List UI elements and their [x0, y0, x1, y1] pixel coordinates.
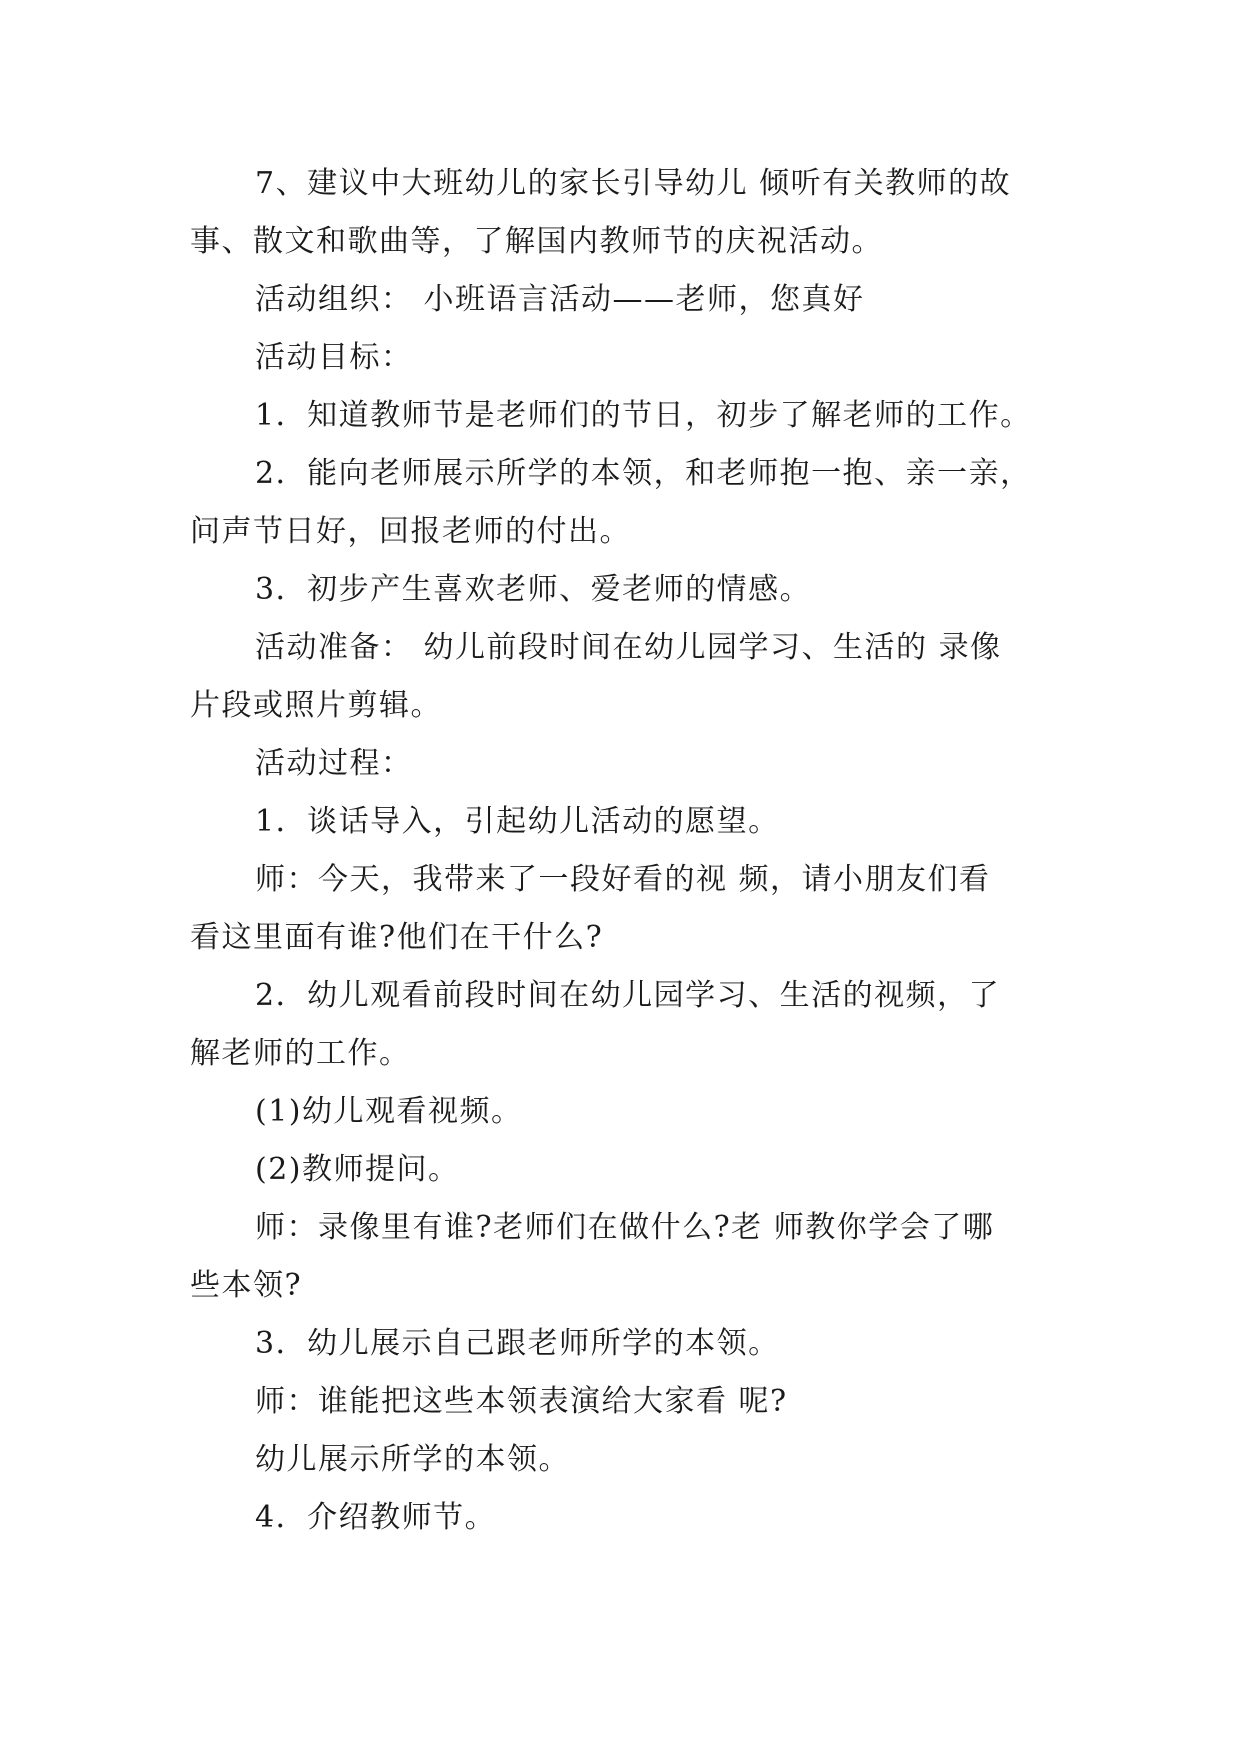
paragraph [190, 851, 1050, 967]
paragraph-line: 活动目标： [255, 340, 413, 375]
paragraph [190, 155, 1050, 271]
paragraph-line: 事、散文和歌曲等，了解国内教师节的庆祝活动。 [190, 224, 883, 259]
paragraph-line: 1．谈话导入，引起幼儿活动的愿望。 [255, 804, 780, 839]
paragraph [190, 561, 1050, 619]
paragraph [190, 1199, 1050, 1315]
paragraph-line: 师：录像里有谁?老师们在做什么?老 师教你学会了哪 [255, 1210, 995, 1245]
paragraph [190, 1083, 1050, 1141]
paragraph [190, 445, 1050, 561]
paragraph-line: 解老师的工作。 [190, 1036, 411, 1071]
paragraph-line: 师：今天，我带来了一段好看的视 频，请小朋友们看 [255, 862, 991, 897]
paragraph-line: 3．初步产生喜欢老师、爱老师的情感。 [255, 572, 812, 607]
paragraph-line: 问声节日好，回报老师的付出。 [190, 514, 631, 549]
paragraph [190, 1431, 1050, 1489]
paragraph [190, 967, 1050, 1083]
paragraph [190, 1315, 1050, 1373]
paragraph-line: 7、建议中大班幼儿的家长引导幼儿 倾听有关教师的故 [255, 166, 1012, 201]
paragraph-line: 些本领? [190, 1268, 303, 1303]
paragraph [190, 271, 1050, 329]
paragraph [190, 619, 1050, 735]
paragraph [190, 1141, 1050, 1199]
paragraph-line: 活动组织： 小班语言活动——老师，您真好 [255, 282, 865, 317]
paragraph-line: 师：谁能把这些本领表演给大家看 呢? [255, 1384, 788, 1419]
paragraph-line: 2．幼儿观看前段时间在幼儿园学习、生活的视频，了 [255, 978, 1001, 1013]
paragraph-line: 片段或照片剪辑。 [190, 688, 442, 723]
paragraph-line: 看这里面有谁?他们在干什么? [190, 920, 604, 955]
paragraph-line: 幼儿展示所学的本领。 [255, 1442, 570, 1477]
paragraph-line: 活动准备： 幼儿前段时间在幼儿园学习、生活的 录像 [255, 630, 1002, 665]
paragraph-line: (1)幼儿观看视频。 [255, 1094, 523, 1129]
paragraph-line: (2)教师提问。 [255, 1152, 460, 1187]
document-page [190, 155, 1050, 1547]
paragraph [190, 1489, 1050, 1547]
paragraph-line: 3．幼儿展示自己跟老师所学的本领。 [255, 1326, 780, 1361]
paragraph [190, 387, 1050, 445]
paragraph-line: 4．介绍教师节。 [255, 1500, 497, 1535]
paragraph-line: 2．能向老师展示所学的本领，和老师抱一抱、亲一亲， [255, 456, 1032, 491]
paragraph [190, 735, 1050, 793]
paragraph [190, 1373, 1050, 1431]
paragraph-line: 1．知道教师节是老师们的节日，初步了解老师的工作。 [255, 398, 1032, 433]
paragraph-line: 活动过程： [255, 746, 413, 781]
paragraph [190, 329, 1050, 387]
paragraph [190, 793, 1050, 851]
